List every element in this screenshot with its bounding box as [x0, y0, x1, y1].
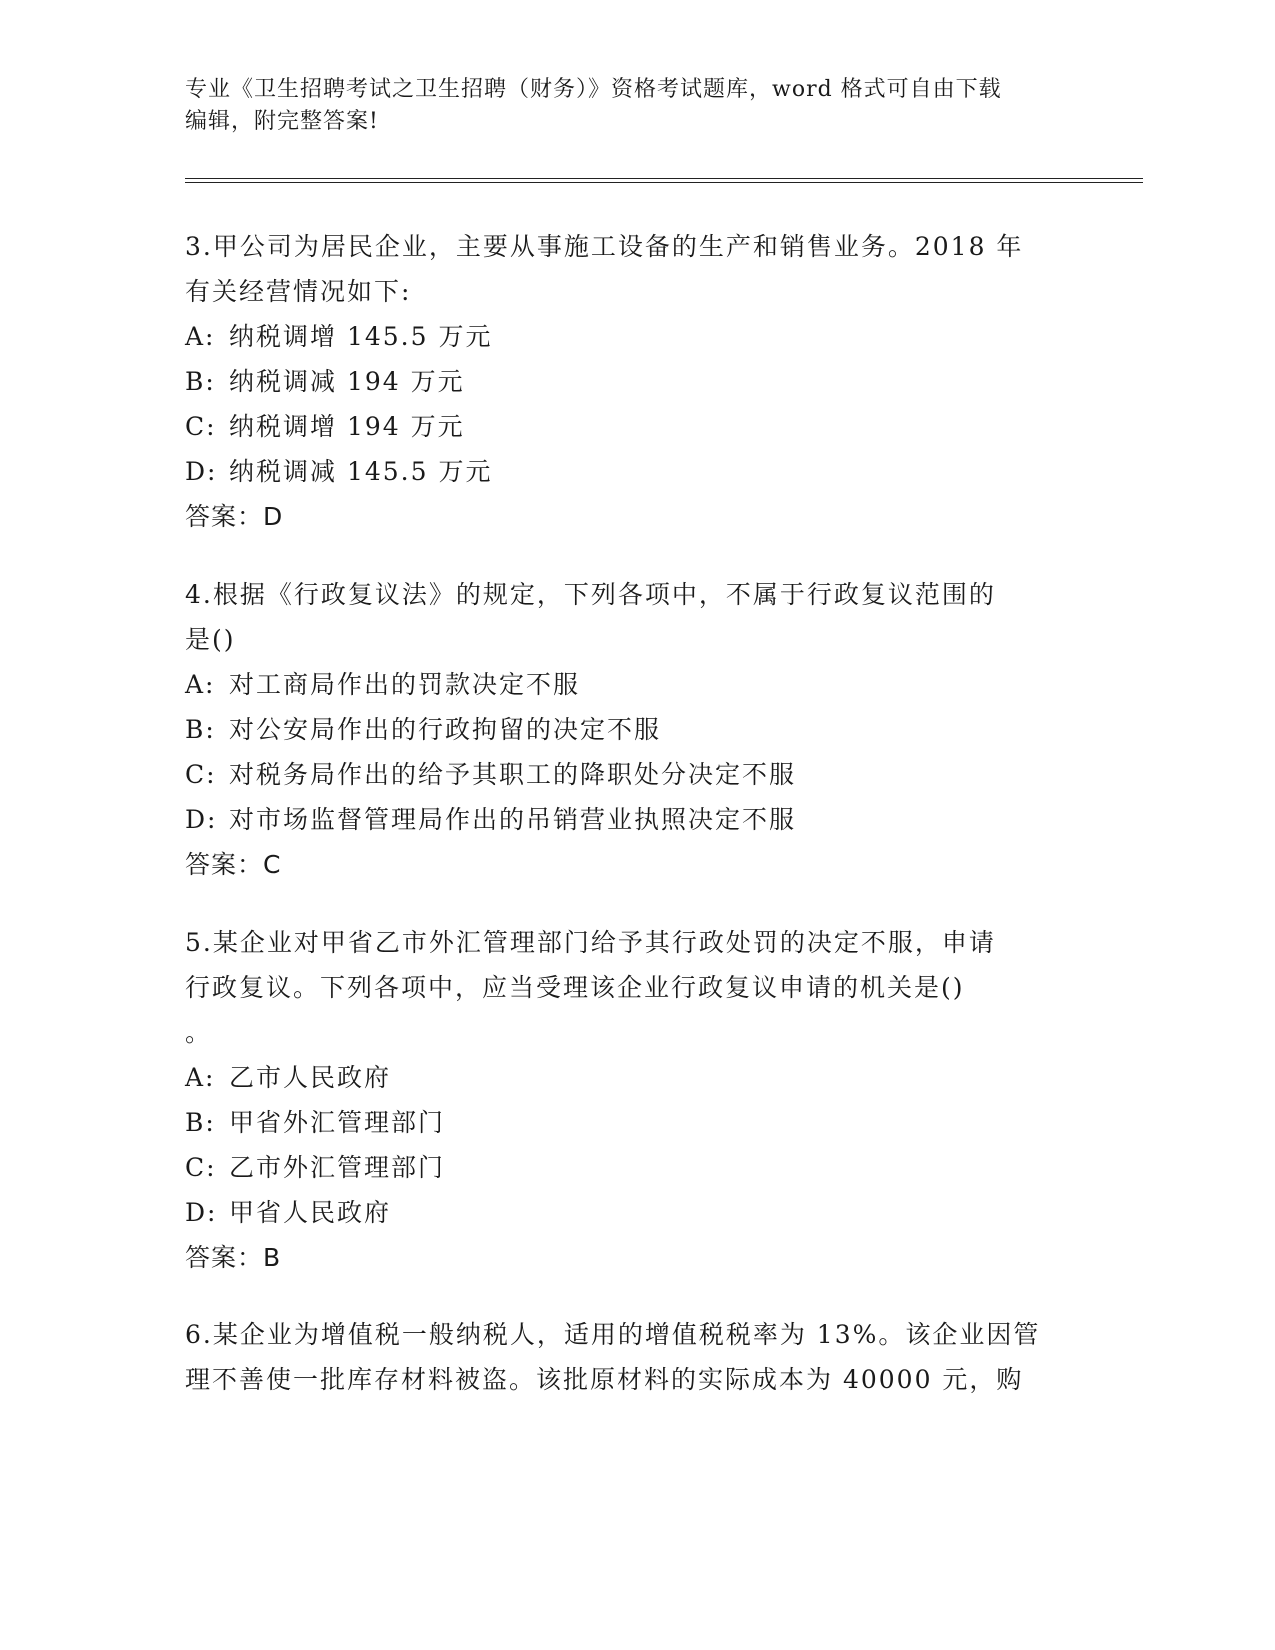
- option-text: 对市场监督管理局作出的吊销营业执照决定不服: [229, 805, 797, 834]
- option-key: B:: [185, 367, 216, 396]
- question-5: [185, 920, 1065, 1280]
- option-key: A:: [185, 670, 216, 699]
- option-text: 甲省外汇管理部门: [229, 1108, 446, 1137]
- option-b: [185, 707, 1065, 752]
- option-key: C:: [185, 760, 217, 789]
- question-text: [185, 920, 1065, 1055]
- option-key: A:: [185, 322, 216, 351]
- option-c: [185, 1145, 1065, 1190]
- question-text-line: 是(): [185, 625, 236, 654]
- question-text-line: 4.根据《行政复议法》的规定，下列各项中，不属于行政复议范围的: [185, 580, 996, 609]
- option-a: [185, 1055, 1065, 1100]
- option-a: [185, 314, 1065, 359]
- option-key: B:: [185, 1108, 216, 1137]
- document-header: [185, 74, 1065, 138]
- question-text: [185, 224, 1065, 314]
- question-text-line: 行政复议。下列各项中，应当受理该企业行政复议申请的机关是(): [185, 973, 965, 1002]
- answer-line: 答案：B: [185, 1243, 282, 1272]
- question-text-line: 。: [185, 1018, 213, 1047]
- option-text: 乙市外汇管理部门: [229, 1153, 446, 1182]
- option-text: 对税务局作出的给予其职工的降职处分决定不服: [229, 760, 797, 789]
- option-c: [185, 404, 1065, 449]
- option-key: D:: [185, 805, 218, 834]
- answer-line: 答案：C: [185, 850, 282, 879]
- option-text: 纳税调增 194 万元: [229, 412, 465, 441]
- option-d: [185, 1190, 1065, 1235]
- option-c: [185, 752, 1065, 797]
- option-text: 对工商局作出的罚款决定不服: [229, 670, 581, 699]
- question-3: [185, 224, 1065, 539]
- option-b: [185, 1100, 1065, 1145]
- option-text: 纳税调减 194 万元: [229, 367, 465, 396]
- question-text-line: 理不善使一批库存材料被盗。该批原材料的实际成本为 40000 元，购: [185, 1365, 1024, 1394]
- header-line: 专业《卫生招聘考试之卫生招聘（财务）》资格考试题库，word 格式可自由下载: [185, 77, 1002, 102]
- option-text: 甲省人民政府: [229, 1198, 392, 1227]
- option-text: 乙市人民政府: [229, 1063, 392, 1092]
- option-text: 纳税调减 145.5 万元: [229, 457, 493, 486]
- option-key: C:: [185, 412, 217, 441]
- answer-line: 答案：D: [185, 502, 284, 531]
- header-divider: [185, 178, 1143, 183]
- option-text: 对公安局作出的行政拘留的决定不服: [229, 715, 662, 744]
- option-a: [185, 662, 1065, 707]
- option-key: B:: [185, 715, 216, 744]
- option-d: [185, 449, 1065, 494]
- option-key: D:: [185, 1198, 218, 1227]
- question-text-line: 6.某企业为增值税一般纳税人，适用的增值税税率为 13%。该企业因管: [185, 1320, 1041, 1349]
- option-b: [185, 359, 1065, 404]
- option-key: A:: [185, 1063, 216, 1092]
- question-text: [185, 1312, 1065, 1402]
- question-text: [185, 572, 1065, 662]
- option-key: D:: [185, 457, 218, 486]
- header-line: 编辑，附完整答案!: [185, 109, 379, 134]
- question-text-line: 3.甲公司为居民企业，主要从事施工设备的生产和销售业务。2018 年: [185, 232, 1024, 261]
- option-d: [185, 797, 1065, 842]
- question-text-line: 有关经营情况如下:: [185, 277, 412, 306]
- option-text: 纳税调增 145.5 万元: [229, 322, 493, 351]
- question-4: [185, 572, 1065, 887]
- option-key: C:: [185, 1153, 217, 1182]
- question-6: [185, 1312, 1065, 1402]
- question-text-line: 5.某企业对甲省乙市外汇管理部门给予其行政处罚的决定不服，申请: [185, 928, 996, 957]
